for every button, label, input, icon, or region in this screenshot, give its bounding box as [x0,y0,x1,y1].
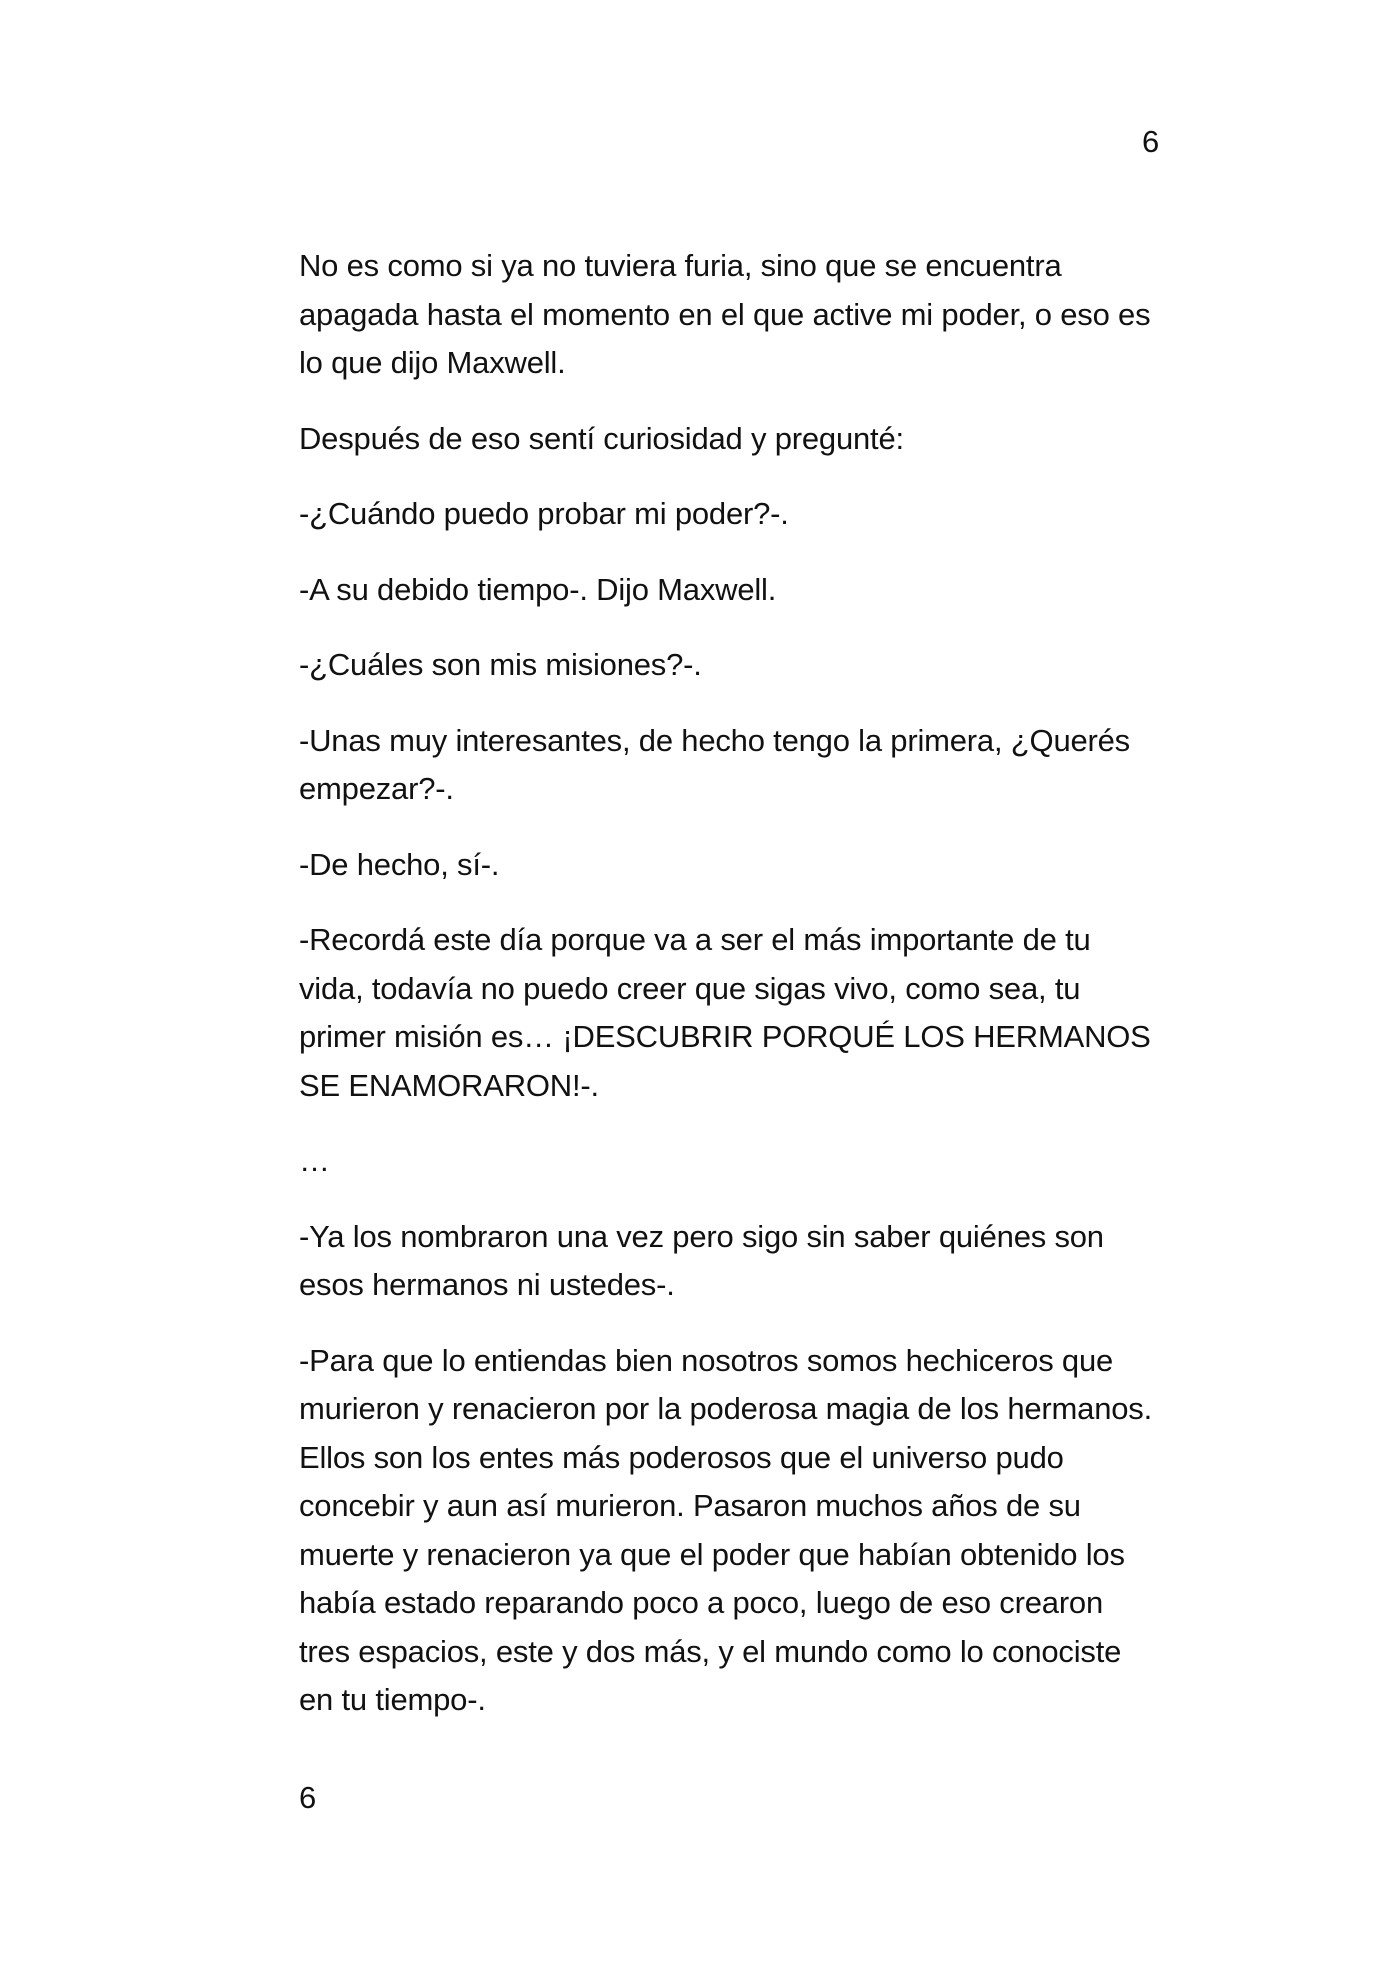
paragraph: -Para que lo entiendas bien nosotros somos hechiceros que murieron y renacieron por la poderosa magia de los hermanos. Ellos son los entes más poderosos que el universo pudo concebir y aun así murieron. Pasaron muchos años de su muerte y renacieron ya que el poder que habían obtenido los había estado reparando poco a poco, luego de eso crearon tres espacios, este y dos más, y el mundo como lo conociste en tu tiempo-. [299,1342,1153,1717]
paragraph: … [299,1143,330,1178]
paragraph: -Unas muy interesantes, de hecho tengo la primera, ¿Querés empezar?-. [299,722,1130,806]
paragraph: -¿Cuándo puedo probar mi poder?-. [299,496,789,531]
paragraph: -A su debido tiempo-. Dijo Maxwell. [299,571,777,607]
paragraph: -De hecho, sí-. [299,846,500,882]
paragraph: -Ya los nombraron una vez pero sigo sin saber quiénes son esos hermanos ni ustedes-. [299,1218,1104,1302]
paragraph: No es como si ya no tuviera furia, sino que se encuentra apagada hasta el momento en el que active mi poder, o eso es lo que dijo Maxwell. [299,248,1151,380]
page-body [299,242,1159,1752]
paragraph: Después de eso sentí curiosidad y pregunté: [299,420,904,456]
page-number-top: 6 [1142,124,1160,159]
page-number-bottom: 6 [299,1780,317,1815]
paragraph: -Recordá este día porque va a ser el más importante de tu vida, todavía no puedo creer que sigas vivo, como sea, tu primer misión es… ¡DESCUBRIR PORQUÉ LOS HERMANOS SE ENAMORARON!-. [299,922,1151,1103]
paragraph: -¿Cuáles son mis misiones?-. [299,647,702,682]
